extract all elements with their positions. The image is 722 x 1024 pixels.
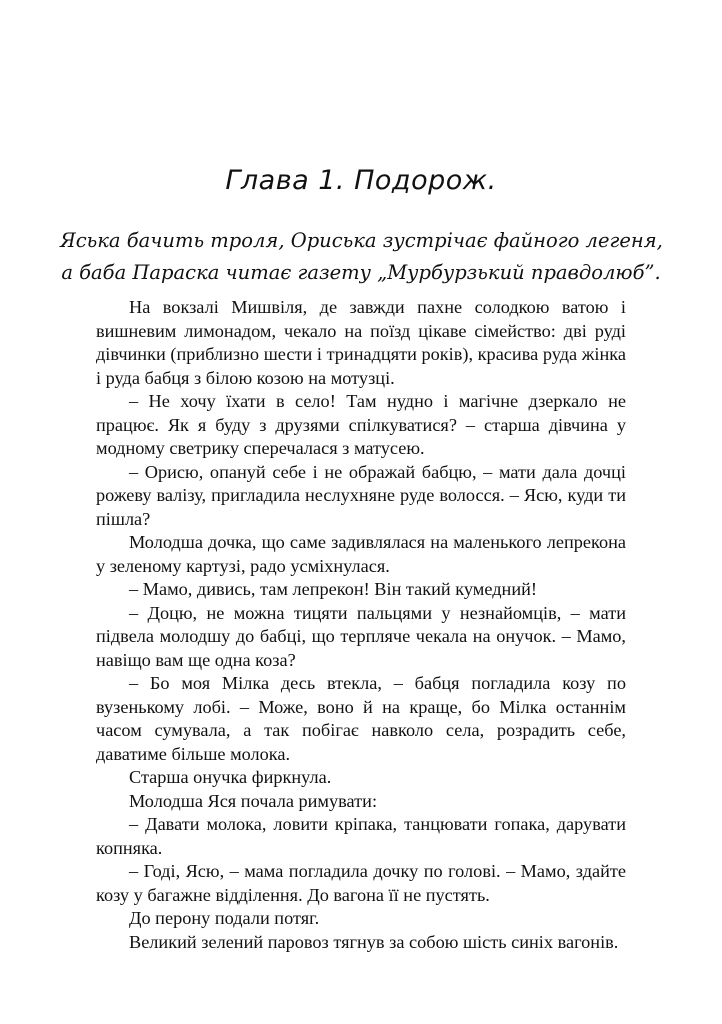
paragraph: – Давати молока, ловити кріпака, танцювати гопака, дарувати копняка.: [96, 814, 626, 858]
paragraph: Молодша Яся почала римувати:: [129, 790, 378, 811]
paragraph: До перону подали потяг.: [129, 908, 320, 928]
paragraph: На вокзалі Мишвіля, де завжди пахне солодкою ватою і вишневим лимонадом, чекало на поїзд цікаве сімейство: дві руді дівчинки (приблизно шести і тринадцяти років), красива руда жінка і руда бабця з білою козою на мотузці.: [96, 297, 626, 388]
paragraph: – Бо моя Мілка десь втекла, – бабця погладила козу по вузенькому лобі. – Може, воно й на краще, бо Мілка останнім часом сумувала, а так побігає навколо села, розрадить себе, даватиме більше молока.: [96, 673, 626, 764]
paragraph: Великий зелений паровоз тягнув за собою шість синіх вагонів.: [129, 931, 619, 952]
subtitle-line-1: Яська бачить троля, Ориська зустрічає файного легеня,: [60, 229, 663, 252]
paragraph: Старша онучка фиркнула.: [129, 767, 332, 787]
paragraph: – Орисю, опануй себе і не ображай бабцю, – мати дала дочці рожеву валізу, пригладила неслухняне руде волосся. – Ясю, куди ти пішла?: [96, 461, 626, 529]
paragraph: – Доцю, не можна тицяти пальцями у незнайомців, – мати підвела молодшу до бабці, що терпляче чекала на онучок. – Мамо, навіщо вам ще одна коза?: [96, 602, 626, 670]
subtitle-line-2: а баба Параска читає газету „Мурбурзький правдолюб”.: [61, 261, 661, 284]
chapter-body: [96, 296, 626, 954]
chapter-subtitle: [60, 225, 662, 289]
paragraph: – Не хочу їхати в село! Там нудно і магічне дзеркало не працює. Як я буду з друзями спілкуватися? – старша дівчина у модному светрику сперечалася з матусею.: [96, 391, 626, 458]
paragraph: Молодша дочка, що саме задивлялася на маленького лепрекона у зеленому картузі, радо усміхнулася.: [96, 532, 626, 576]
chapter-title: Глава 1. Подорож.: [225, 165, 497, 196]
paragraph: – Годі, Ясю, – мама погладила дочку по голові. – Мамо, здайте козу у багажне відділення. До вагона її не пустять.: [96, 861, 626, 905]
paragraph: – Мамо, дивись, там лепрекон! Він такий кумедний!: [129, 579, 537, 599]
